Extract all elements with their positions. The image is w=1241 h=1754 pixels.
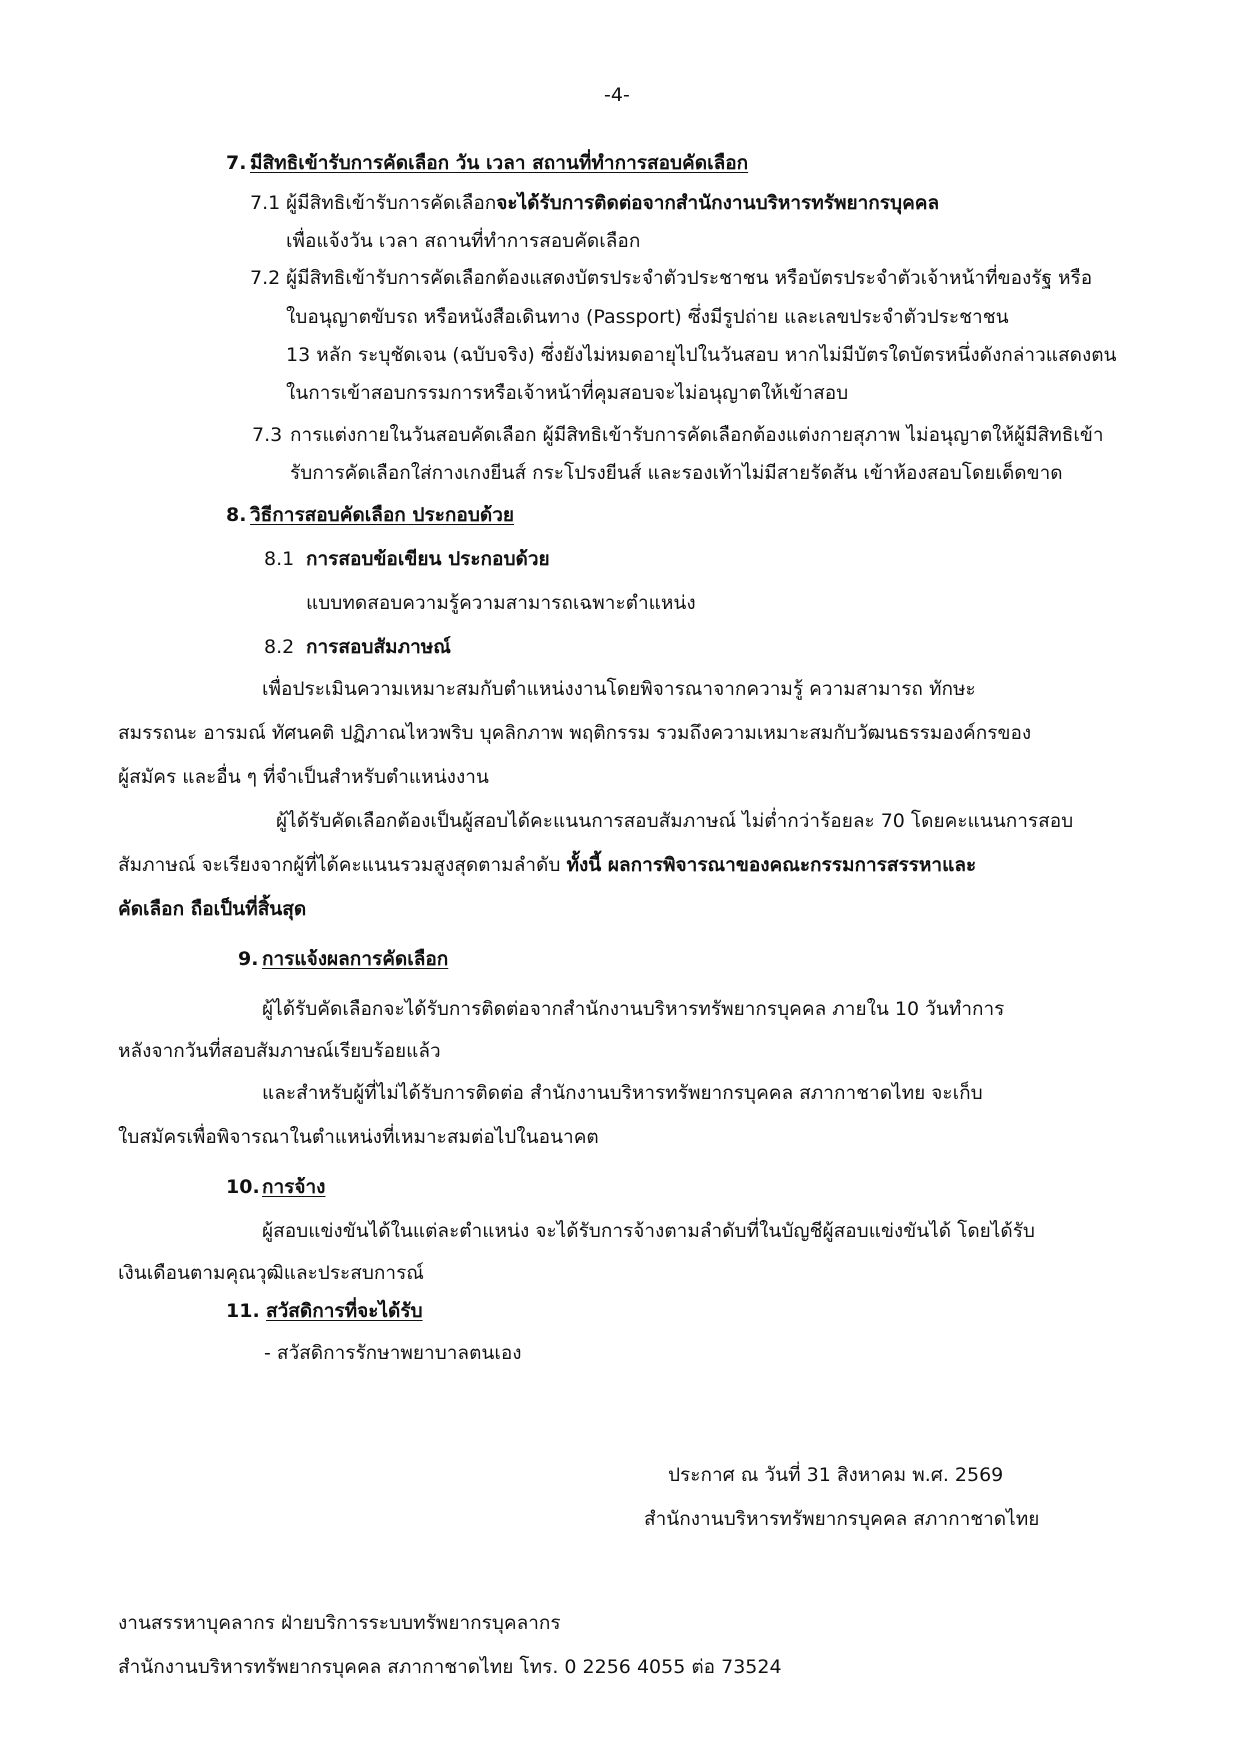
footer-line1: งานสรรหาบุคลากร ฝ่ายบริการระบบทรัพยากรบุคลากร: [118, 1612, 561, 1634]
hiring-para-line1: ผู้สอบแข่งขันได้ในแต่ละตำแหน่ง จะได้รับการจ้างตามลำดับที่ในบัญชีผู้สอบแข่งขันได้ โดยได้รับ: [262, 1220, 1035, 1242]
score-para-line2: [118, 852, 976, 878]
hiring-para-line2: เงินเดือนตามคุณวุฒิและประสบการณ์: [118, 1262, 424, 1284]
score-para-bold-text: ทั้งนี้ ผลการพิจารณาของคณะกรรมการสรรหาและ: [566, 854, 977, 876]
result-para-line1: ผู้ได้รับคัดเลือกจะได้รับการติดต่อจากสำนักงานบริหารทรัพยากรบุคคล ภายใน 10 วันทำการ: [262, 998, 1005, 1020]
item-7-1-text: ผู้มีสิทธิเข้ารับการคัดเลือก: [286, 192, 497, 214]
item-7-3-number: 7.3: [252, 424, 283, 446]
item-8-2-title: การสอบสัมภาษณ์: [306, 636, 451, 658]
item-8-1-title: การสอบข้อเขียน ประกอบด้วย: [306, 548, 550, 570]
item-8-2-number: 8.2: [264, 636, 295, 658]
section-11-heading: สวัสดิการที่จะได้รับ: [266, 1300, 423, 1322]
interview-para-line3: ผู้สมัคร และอื่น ๆ ที่จำเป็นสำหรับตำแหน่งงาน: [118, 766, 489, 788]
section-10-heading: การจ้าง: [262, 1176, 326, 1198]
score-para-line1: ผู้ได้รับคัดเลือกต้องเป็นผู้สอบได้คะแนนการสอบสัมภาษณ์ ไม่ต่ำกว่าร้อยละ 70 โดยคะแนนการสอบ: [276, 810, 1074, 832]
section-8-number: 8.: [226, 504, 247, 526]
result-para-line3: และสำหรับผู้ที่ไม่ได้รับการติดต่อ สำนักงานบริหารทรัพยากรบุคคล สภากาชาดไทย จะเก็บ: [262, 1082, 983, 1104]
interview-para-line1: เพื่อประเมินความเหมาะสมกับตำแหน่งงานโดยพิจารณาจากความรู้ ความสามารถ ทักษะ: [262, 678, 976, 700]
item-7-3-line2: รับการคัดเลือกใส่กางเกงยีนส์ กระโปรงยีนส์ และรองเท้าไม่มีสายรัดส้น เข้าห้องสอบโดยเด็ดขาด: [290, 462, 1063, 484]
announcement-date: ประกาศ ณ วันที่ 31 สิงหาคม พ.ศ. 2569: [668, 1464, 1004, 1486]
signing-organization: สำนักงานบริหารทรัพยากรบุคคล สภากาชาดไทย: [644, 1508, 1040, 1530]
item-7-2-line2: ใบอนุญาตขับรถ หรือหนังสือเดินทาง (Passport) ซึ่งมีรูปถ่าย และเลขประจำตัวประชาชน: [286, 306, 1009, 328]
section-9-number: 9.: [238, 948, 259, 970]
section-11-number: 11.: [226, 1300, 260, 1322]
item-7-2-number: 7.2: [250, 267, 281, 289]
item-7-2-line3: 13 หลัก ระบุชัดเจน (ฉบับจริง) ซึ่งยังไม่หมดอายุไปในวันสอบ หากไม่มีบัตรใดบัตรหนึ่งดังกล่าวแสดงตน: [286, 344, 1117, 366]
page-number: -4-: [604, 84, 630, 106]
interview-para-line2: สมรรถนะ อารมณ์ ทัศนคติ ปฏิภาณไหวพริบ บุคลิกภาพ พฤติกรรม รวมถึงความเหมาะสมกับวัฒนธรรมองค์กรของ: [118, 722, 1032, 744]
item-8-1-text: แบบทดสอบความรู้ความสามารถเฉพาะตำแหน่ง: [306, 592, 696, 614]
item-7-1-bold-text: จะได้รับการติดต่อจากสำนักงานบริหารทรัพยากรบุคคล: [496, 192, 940, 214]
item-7-1-line2: เพื่อแจ้งวัน เวลา สถานที่ทำการสอบคัดเลือก: [286, 230, 641, 252]
section-10-number: 10.: [226, 1176, 260, 1198]
item-7-1-line1: [286, 190, 939, 216]
score-para-text: สัมภาษณ์ จะเรียงจากผู้ที่ได้คะแนนรวมสูงสุดตามลำดับ: [118, 854, 567, 876]
item-7-3-line1: การแต่งกายในวันสอบคัดเลือก ผู้มีสิทธิเข้ารับการคัดเลือกต้องแต่งกายสุภาพ ไม่อนุญาตให้ผู้มีสิทธิเข้า: [290, 424, 1104, 446]
item-7-2-line4: ในการเข้าสอบกรรมการหรือเจ้าหน้าที่คุมสอบจะไม่อนุญาตให้เข้าสอบ: [286, 382, 849, 404]
item-8-1-number: 8.1: [264, 548, 295, 570]
footer-line2: สำนักงานบริหารทรัพยากรบุคคล สภากาชาดไทย โทร. 0 2256 4055 ต่อ 73524: [118, 1656, 782, 1678]
section-7-heading: มีสิทธิเข้ารับการคัดเลือก วัน เวลา สถานที่ทำการสอบคัดเลือก: [250, 152, 749, 174]
score-para-line3: คัดเลือก ถือเป็นที่สิ้นสุด: [118, 898, 307, 920]
section-7-number: 7.: [226, 152, 247, 174]
section-9-heading: การแจ้งผลการคัดเลือก: [262, 948, 449, 970]
item-7-2-line1: ผู้มีสิทธิเข้ารับการคัดเลือกต้องแสดงบัตรประจำตัวประชาชน หรือบัตรประจำตัวเจ้าหน้าที่ของรัฐ หรือ: [286, 267, 1093, 289]
result-para-line2: หลังจากวันที่สอบสัมภาษณ์เรียบร้อยแล้ว: [118, 1040, 441, 1062]
benefit-item: - สวัสดิการรักษาพยาบาลตนเอง: [264, 1342, 522, 1364]
item-7-1-number: 7.1: [250, 192, 281, 214]
section-8-heading: วิธีการสอบคัดเลือก ประกอบด้วย: [250, 504, 515, 526]
result-para-line4: ใบสมัครเพื่อพิจารณาในตำแหน่งที่เหมาะสมต่อไปในอนาคต: [118, 1126, 599, 1148]
